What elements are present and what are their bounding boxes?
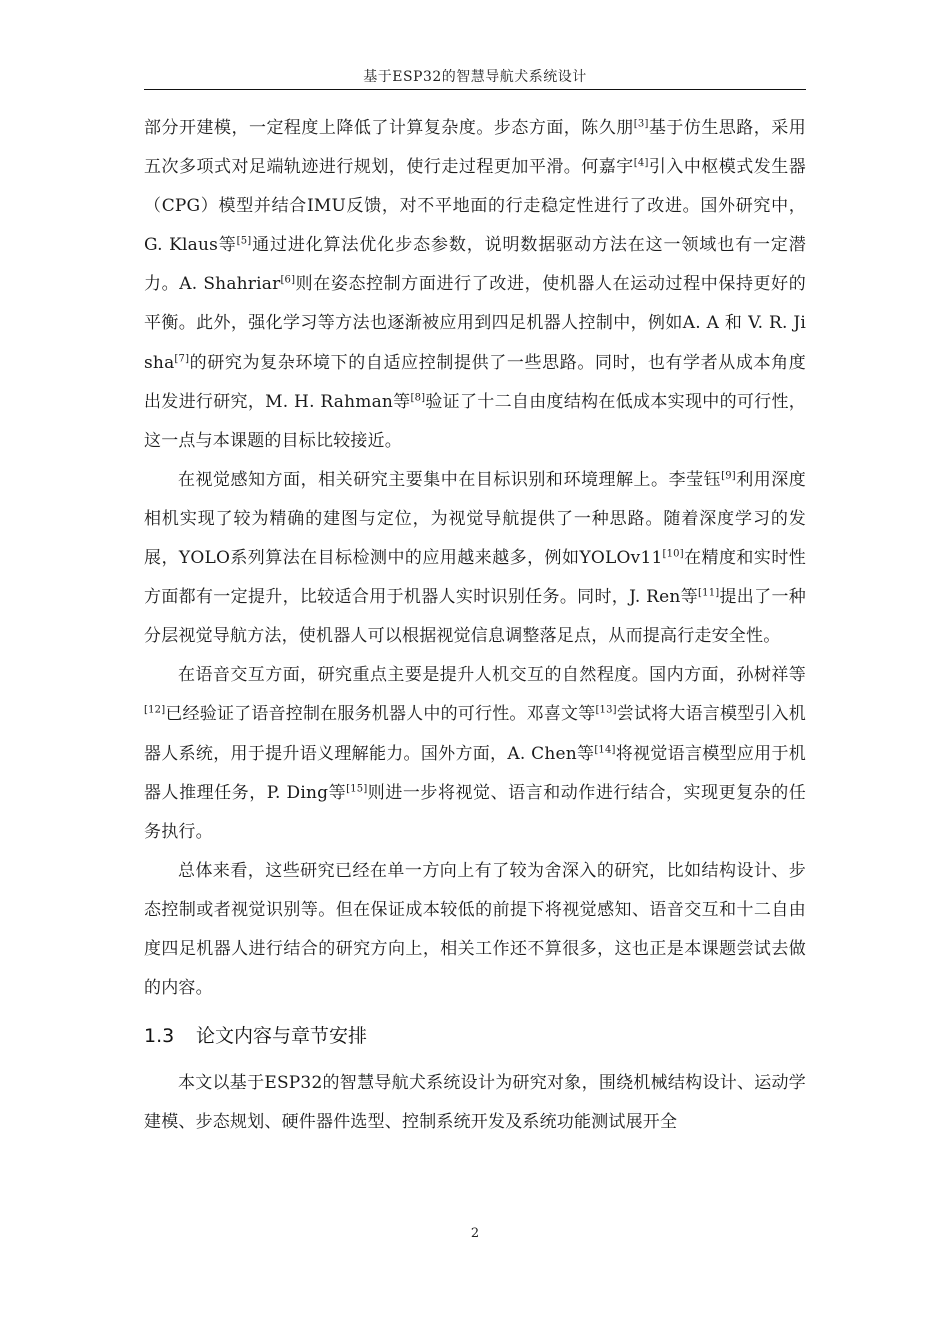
citation-ref: [11]	[698, 587, 720, 599]
citation-ref: [10]	[662, 548, 684, 560]
text-run: 的研究为复杂环境下的自适应控制提供了一些思路。同时，也有学者从成本角度出发进行研究，M. H. Rahman等	[144, 352, 806, 412]
citation-ref: [12]	[144, 704, 166, 716]
text-run: 验证了十二自由度结构在低成本实现中的可行性，这一点与本课题的目标比较接近。	[144, 391, 806, 451]
text-run: 在精度和实时性方面都有一定提升，比较适合用于机器人实时识别任务。同时，J. Ren等	[144, 548, 806, 608]
citation-ref: [5]	[236, 235, 252, 247]
paragraph-voice-research	[144, 656, 806, 851]
text-run: 在语音交互方面，研究重点主要是提升人机交互的自然程度。国内方面，孙树祥等	[178, 665, 806, 686]
paragraph-summary	[144, 852, 806, 1008]
citation-ref: [9]	[721, 470, 736, 482]
paragraph-thesis-content	[144, 1064, 806, 1142]
citation-ref: [13]	[595, 704, 617, 716]
citation-ref: [6]	[280, 274, 296, 286]
citation-ref: [8]	[410, 392, 426, 403]
section-title: 论文内容与章节安排	[196, 1025, 368, 1048]
text-run: 在视觉感知方面，相关研究主要集中在目标识别和环境理解上。李莹钰	[178, 469, 722, 490]
text-run: 引入中枢模式发生器（CPG）模型并结合IMU反馈，对不平地面的行走稳定性进行了改进。国外研究中，G. Klaus等	[144, 157, 806, 256]
paragraph-gait-research	[144, 109, 806, 461]
section-heading	[144, 1014, 806, 1058]
text-run: 尝试将大语言模型引入机器人系统，用于提升语义理解能力。国外方面，A. Chen等	[144, 704, 807, 764]
page-number: 2	[470, 1226, 480, 1241]
running-header: 基于ESP32的智慧导航犬系统设计	[363, 69, 587, 85]
text-run: 利用深度相机实现了较为精确的建图与定位，为视觉导航提供了一种思路。随着深度学习的发展，YOLO系列算法在目标检测中的应用越来越多，例如YOLOv11	[144, 469, 806, 569]
text-run: 将视觉语言模型应用于机器人推理任务，P. Ding等	[144, 743, 806, 803]
citation-ref: [15]	[346, 782, 368, 794]
body-text	[144, 109, 806, 1142]
text-run: 总体来看，这些研究已经在单一方向上有了较为舍深入的研究，比如结构设计、步态控制或者视觉识别等。但在保证成本较低的前提下将视觉感知、语音交互和十二自由度四足机器人进行结合的研究方向上，相关工作还不算很多，这也正是本课题尝试去做的内容。	[144, 860, 806, 999]
citation-ref: [4]	[633, 157, 649, 169]
text-run: 通过进化算法优化步态参数，说明数据驱动方法在这一领域也有一定潜力。A. Shahriar	[144, 235, 806, 295]
citation-ref: [3]	[633, 118, 649, 130]
header-rule	[144, 89, 806, 90]
text-run: 提出了一种分层视觉导航方法，使机器人可以根据视觉信息调整落足点，从而提高行走安全性。	[144, 587, 806, 647]
citation-ref: [14]	[594, 743, 616, 755]
text-run: 则进一步将视觉、语言和动作进行结合，实现更复杂的任务执行。	[144, 782, 807, 842]
text-run: 则在姿态控制方面进行了改进，使机器人在运动过程中保持更好的平衡。此外，强化学习等方法也逐渐被应用到四足机器人控制中，例如A. A 和 V. R. Jisha	[144, 274, 806, 373]
section-number: 1.3	[144, 1025, 175, 1048]
text-run: 基于仿生思路，采用五次多项式对足端轨迹进行规划，使行走过程更加平滑。何嘉宇	[144, 118, 806, 178]
text-run: 本文以基于ESP32的智慧导航犬系统设计为研究对象，围绕机械结构设计、运动学建模、步态规划、硬件器件选型、控制系统开发及系统功能测试展开全	[144, 1073, 806, 1133]
text-run: 已经验证了语音控制在服务机器人中的可行性。邓喜文等	[165, 704, 596, 725]
text-run: 部分开建模，一定程度上降低了计算复杂度。步态方面，陈久朋	[144, 118, 634, 138]
citation-ref: [7]	[174, 352, 190, 364]
paragraph-vision-research	[144, 461, 806, 656]
